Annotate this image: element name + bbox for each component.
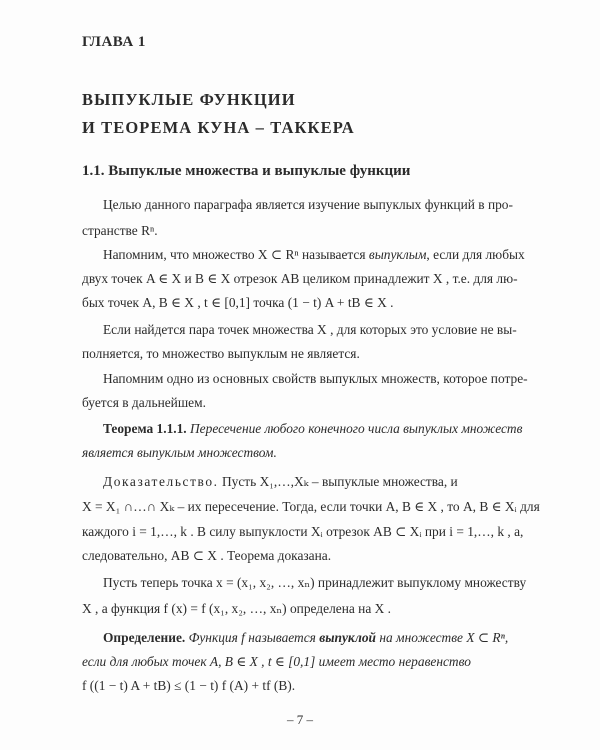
- theorem-line-1: [103, 421, 533, 437]
- proof-line-3: каждого i = 1,…, k . В силу выпуклости Xᵢ отрезок AB ⊂ Xᵢ при i = 1,…, k , а,: [82, 524, 524, 539]
- chapter-title-line-2: И ТЕОРЕМА КУНА – ТАККЕРА: [82, 118, 355, 137]
- theorem-text: Пересечение любого конечного числа выпуклых множеств: [186, 421, 523, 436]
- paragraph-4-line-1: Напомним одно из основных свойств выпуклых множеств, которое потре-: [103, 371, 528, 386]
- term-convex: выпуклым: [368, 247, 427, 262]
- paragraph-4-line-2: буется в дальнейшем.: [82, 395, 206, 410]
- proof-text: Пусть X₁,…,Xₖ – выпуклые множества, и: [218, 474, 458, 489]
- theorem-line-2: является выпуклым множеством.: [82, 445, 277, 460]
- paragraph-3-line-2: полняется, то множество выпуклым не является.: [82, 346, 360, 361]
- theorem-label: Теорема 1.1.1.: [103, 421, 187, 436]
- paragraph-1-line-2: странстве Rⁿ.: [82, 223, 158, 238]
- paragraph-2-line-3: бых точек A, B ∈ X , t ∈ [0,1] точка (1 − t) A + tB ∈ X .: [82, 295, 394, 310]
- proof-line-4: следовательно, AB ⊂ X . Теорема доказана.: [82, 548, 332, 563]
- definition-line-2: если для любых точек A, B ∈ X , t ∈ [0,1] имеет место неравенство: [82, 654, 471, 669]
- section-heading: 1.1. Выпуклые множества и выпуклые функции: [82, 163, 411, 179]
- paragraph-2-text: Напомним, что множество X ⊂ Rⁿ называется: [103, 247, 369, 262]
- paragraph-1-line-1: Целью данного параграфа является изучение выпуклых функций в про-: [103, 197, 513, 212]
- proof-line-1: [103, 474, 533, 490]
- paragraph-2-line-1: [103, 247, 533, 263]
- page-number: – 7 –: [287, 712, 313, 727]
- paragraph-2-line-2: двух точек A ∈ X и B ∈ X отрезок AB целиком принадлежит X , т.е. для лю-: [82, 271, 518, 286]
- definition-formula: f ((1 − t) A + tB) ≤ (1 − t) f (A) + tf (B).: [82, 678, 296, 693]
- paragraph-2-text-end: , если для любых: [426, 247, 525, 262]
- paragraph-5-line-2: X , а функция f (x) = f (x₁, x₂, …, xₙ) определена на X .: [82, 601, 391, 616]
- chapter-title-line-1: ВЫПУКЛЫЕ ФУНКЦИИ: [82, 90, 296, 109]
- term-convex-function: выпуклой: [319, 630, 376, 645]
- definition-text-end: на множестве X ⊂ Rⁿ,: [375, 630, 509, 645]
- definition-label: Определение.: [103, 630, 186, 645]
- paragraph-3-line-1: Если найдется пара точек множества X , для которых это условие не вы-: [103, 322, 517, 337]
- definition-line-1: [103, 630, 533, 646]
- definition-text: Функция f называется: [185, 630, 320, 645]
- chapter-heading: ГЛАВА 1: [82, 34, 146, 50]
- paragraph-5-line-1: Пусть теперь точка x = (x₁, x₂, …, xₙ) принадлежит выпуклому множеству: [103, 575, 527, 590]
- proof-line-2: X = X₁ ∩…∩ Xₖ – их пересечение. Тогда, если точки A, B ∈ X , то A, B ∈ Xᵢ для: [82, 499, 540, 514]
- proof-label: Доказательство.: [103, 474, 219, 489]
